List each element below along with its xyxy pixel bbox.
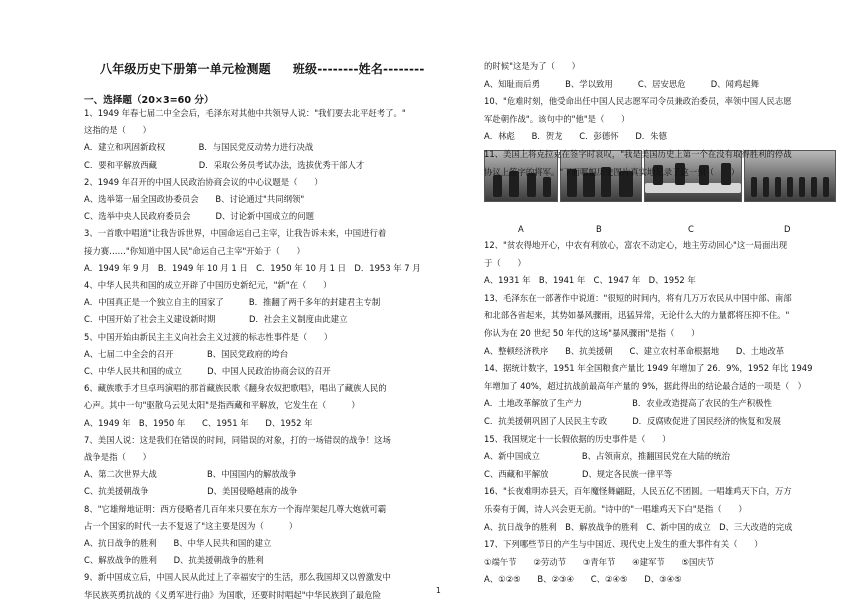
text-line: C．要和平解放西藏 D．采取公务员考试办法，选拔优秀干部人才 xyxy=(84,159,365,170)
text-line: 的时候"这是为了（ ） xyxy=(484,61,580,71)
text-line: 9、新中国成立后，中国人民从此过上了幸福安宁的生活，那么我国却又以曾激发中 xyxy=(84,572,391,583)
photo-label-a: A xyxy=(518,224,524,234)
text-line: ①端午节 ②劳动节 ③青年节 ④建军节 ⑤国庆节 xyxy=(484,556,715,567)
text-line: C．中国开始了社会主义建设新时期 D．社会主义制度由此建立 xyxy=(84,314,348,325)
text-line: 军赴朝作战"。该句中的"他"是（ ） xyxy=(484,113,630,124)
text-line: A．1949 年 9 月 B．1949 年 10 月 1 日 C．1950 年 10 月 1 日 D．1953 年 7 月 xyxy=(84,262,421,273)
exam-title: 八年级历史下册第一单元检测题 xyxy=(100,62,271,76)
text-line: 7、美国人说：这是我们在错误的时间，同错误的对象，打的一场错误的战争！这场 xyxy=(84,434,391,445)
text-line: A、七届二中全会的召开 B、国民党政府的垮台 xyxy=(84,348,289,359)
text-line: 战争是指（ ） xyxy=(84,452,151,462)
text-line: 和北部各省起来，其势如暴风骤雨，迅猛异常，无论什么大的力量都将压抑不住。" xyxy=(484,310,790,321)
text-line: 于（ ） xyxy=(484,257,526,268)
text-line: A．建立和巩固新政权 B．与国民党反动势力进行决战 xyxy=(84,142,314,153)
text-line: 2、1949 年召开的中国人民政治协商会议的中心议题是（ ） xyxy=(84,176,323,187)
text-line: 16、"长夜难明赤县天，百年魔怪舞翩跹，人民五亿不团圆。一唱雄鸡天下白，万方 xyxy=(484,486,792,497)
text-line: 15、我国规定十一长假依据的历史事件是（ ） xyxy=(484,433,671,444)
text-line: 心声。其中一句"驱散乌云见太阳"是指西藏和平解放，它发生在（ ） xyxy=(84,400,360,411)
text-line: C、选举中央人民政府委员会 D、讨论新中国成立的问题 xyxy=(84,211,315,222)
text-line: C、解放战争的胜利 D、抗美援朝战争的胜利 xyxy=(84,555,264,566)
text-line: A、整顿经济秩序 B、抗美援朝 C、建立农村革命根据地 D、土地改革 xyxy=(484,345,785,356)
class-name-field: 班级--------姓名-------- xyxy=(292,62,425,76)
text-line: A、①②⑤ B、②③④ C、②④⑤ D、③④⑤ xyxy=(484,574,682,585)
text-line: A、1931 年 B、1941 年 C、1947 年 D、1952 年 xyxy=(484,275,696,286)
text-line: A、抗日战争的胜利 B、解放战争的胜利 C、新中国的成立 D、三大改造的完成 xyxy=(484,521,793,532)
text-line: C、中华人民共和国的成立 D、中国人民政治协商会议的召开 xyxy=(84,366,331,376)
text-line: 5、中国开始由新民主主义向社会主义过渡的标志性事件是（ ） xyxy=(84,331,333,342)
text-line: A．林彪 B．贺龙 C．彭德怀 D．朱德 xyxy=(484,131,667,142)
page-title xyxy=(100,60,425,77)
text-line: 1、1949 年春七届二中全会后，毛泽东对其他中共领导人说："我们要去北平赶考了。" xyxy=(84,108,406,118)
text-line: 年增加了 40%，超过抗战前最高年产量的 9%，据此得出的结论最合适的一项是（ ） xyxy=(484,380,806,391)
section-heading: 一、选择题（20×3=60 分） xyxy=(84,95,214,106)
text-line: 你认为在 20 世纪 50 年代的这场"暴风骤雨"是指（ ） xyxy=(484,328,700,338)
page-number: 1 xyxy=(436,586,441,595)
text-line: 14、据统计数字，1951 年全国粮食产量比 1949 年增加了 26．9%，1952 年比 1949 xyxy=(484,363,813,374)
text-line: A、1949 年 B、1950 年 C、1951 年 D、1952 年 xyxy=(84,417,313,428)
text-line: 华民族英勇抗战的《义勇军进行曲》为国歌，还要时时唱起"中华民族到了最危险 xyxy=(84,589,381,600)
text-line: 乐奏有于阗，诗人兴会更无前。"诗中的"一唱雄鸡天下白"是指（ ） xyxy=(484,504,747,514)
photo-label-c: C xyxy=(688,224,694,234)
text-line: A、知耻而后勇 B、学以致用 C、居安思危 D、闻鸡起舞 xyxy=(484,78,760,89)
text-line: 12、"贫农得地开心，中农有利放心，富农不动定心，地主劳动回心"这一局面出现 xyxy=(484,240,788,250)
text-line: A、第二次世界大战 B、中国国内的解放战争 xyxy=(84,469,297,480)
text-line: 13、毛泽东在一部著作中说道："很短的时间内，将有几万万农民从中国中部、南部 xyxy=(484,292,792,303)
text-line: A．土地改革解放了生产力 B．农业改造提高了农民的生产积极性 xyxy=(484,398,772,409)
photo-label-b: B xyxy=(596,224,602,234)
text-line: 这指的是（ ） xyxy=(84,125,151,136)
text-line: 8、"它雄辩地证明：西方侵略者几百年来只要在东方一个海岸架起几尊大炮就可霸 xyxy=(84,503,387,514)
text-line: 占一个国家的时代一去不复返了"这主要是因为（ ） xyxy=(84,520,298,531)
text-line: 4、中华人民共和国的成立开辟了中国历史新纪元，"新"在（ ） xyxy=(84,280,332,290)
text-line: A．中国真正是一个独立自主的国家了 B．推翻了两千多年的封建君主专制 xyxy=(84,297,381,308)
text-line: 6、藏族歌手才旦卓玛演唱的那首藏族民歌《翻身农奴把歌唱》，唱出了藏族人民的 xyxy=(84,383,387,394)
text-line: C、抗美援朝战争 D、美国侵略越南的战争 xyxy=(84,486,298,497)
text-line: 接力赛……"你知道中国人民"命运自己主宰"开始于（ ） xyxy=(84,245,305,256)
text-line: 17、下列哪些节日的产生与中国近、现代史上发生的重大事件有关（ ） xyxy=(484,539,763,550)
text-line: A、抗日战争的胜利 B、中华人民共和国的建立 xyxy=(84,538,272,548)
text-line: 10、"危难时刻，他受命出任中国人民志愿军司令员兼政治委员，率领中国人民志愿 xyxy=(484,96,792,107)
text-line: 协议上签字的将军。"下面哪幅历史图片真实地记录了这一刻（ ） xyxy=(484,166,740,177)
text-line: C．抗美援朝巩固了人民民主专政 D．反腐败促进了国民经济的恢复和发展 xyxy=(484,416,782,426)
photo-label-d: D xyxy=(784,224,791,234)
text-line: A、选举第一届全国政协委员会 B、讨论通过"共同纲领" xyxy=(84,194,305,204)
text-line: A、新中国成立 B、占领南京，推翻国民党在大陆的统治 xyxy=(484,451,730,462)
text-line: 11、美国上将克拉克在签字时哀叹，"我是美国历史上第一个在没有取得胜利的停战 xyxy=(484,149,792,159)
text-line: 3、一首歌中唱道"让我告诉世界，中国命运自己主宰，让我告诉未来，中国进行着 xyxy=(84,228,387,239)
text-line: C、西藏和平解放 D、规定各民族一律平等 xyxy=(484,468,673,479)
